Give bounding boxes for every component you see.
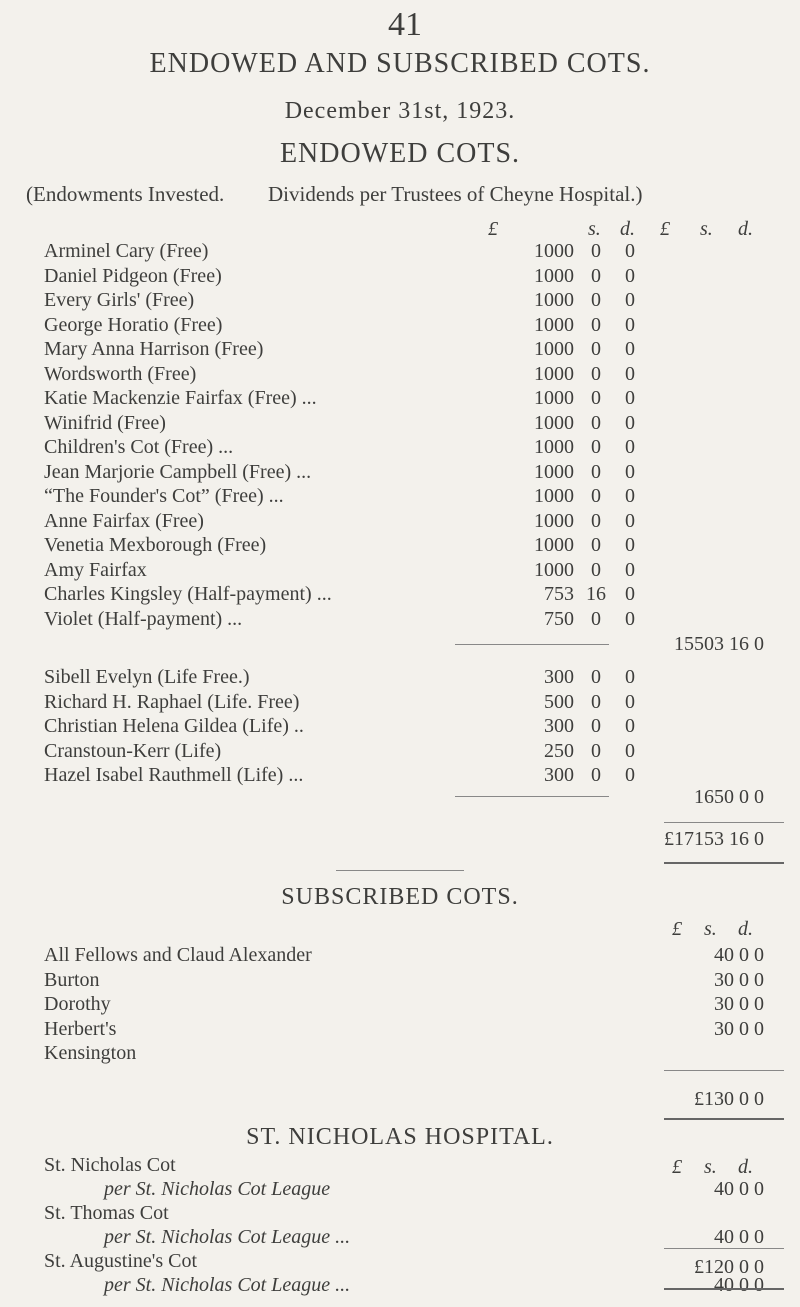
cot-pence: 0 (625, 436, 635, 458)
cot-shillings: 0 (591, 690, 601, 713)
nicholas-value: 40 0 0 (714, 1226, 764, 1248)
cot-row (44, 485, 764, 509)
cot-shillings: 0 (591, 739, 601, 762)
cot-shillings: 0 (591, 362, 601, 385)
cot-pounds: 1000 (534, 240, 574, 262)
cot-pence: 0 (625, 387, 635, 409)
endowed-life-total-row (44, 786, 764, 810)
cot-pounds: 1000 (534, 338, 574, 360)
endowed-free-total-row (44, 633, 764, 657)
cot-shillings: 0 (591, 715, 601, 737)
nicholas-value: 40 0 0 (714, 1178, 764, 1200)
cot-pence: 0 (625, 739, 635, 762)
divider (664, 1248, 784, 1249)
section-heading-nicholas: ST. NICHOLAS HOSPITAL. (246, 1124, 554, 1150)
cot-pence: 0 (625, 607, 635, 630)
subscribed-value: 30 0 0 (714, 1017, 764, 1040)
endowed-grand-total: £17153 16 0 (664, 828, 764, 850)
cot-row (44, 461, 764, 485)
endowments-note: (Endowments Invested. (26, 182, 225, 206)
nicholas-total-row (44, 1256, 764, 1280)
cot-row (44, 559, 764, 583)
cot-pence: 0 (625, 583, 635, 605)
subscribed-name: Herbert's (44, 1017, 117, 1040)
cot-pounds: 1000 (534, 558, 574, 581)
cot-row (44, 338, 764, 362)
endowed-free-total: 15503 16 0 (674, 633, 764, 655)
cot-shillings: 0 (591, 460, 601, 483)
cot-pounds: 1000 (534, 534, 574, 556)
cot-name: Mary Anna Harrison (Free) (44, 338, 264, 360)
cot-name: Winifrid (Free) (44, 411, 166, 434)
cot-shillings: 0 (591, 666, 601, 688)
double-rule (664, 862, 784, 864)
endowed-grand-total-row (44, 828, 764, 852)
nicholas-via: per St. Nicholas Cot League ... (104, 1274, 351, 1296)
cot-pounds: 1000 (534, 436, 574, 458)
cot-name: Venetia Mexborough (Free) (44, 534, 267, 556)
cot-pence: 0 (625, 460, 635, 483)
cot-pence: 0 (625, 690, 635, 713)
cot-pence: 0 (625, 362, 635, 385)
shillings-header-subscribed: s. (704, 918, 717, 940)
cot-pence: 0 (625, 264, 635, 287)
cot-pounds: 1000 (534, 313, 574, 336)
endowed-life-total: 1650 0 0 (694, 786, 764, 808)
nicholas-via: per St. Nicholas Cot League (104, 1178, 331, 1200)
cot-shillings: 0 (591, 764, 601, 786)
shillings-header-nicholas: s. (704, 1156, 717, 1178)
cot-name: “The Founder's Cot” (Free) ... (44, 485, 284, 507)
cot-row (44, 510, 764, 534)
pence-header-nicholas: d. (738, 1156, 753, 1178)
cot-name: Jean Marjorie Campbell (Free) ... (44, 460, 312, 483)
subscribed-row (44, 969, 764, 993)
divider (664, 1070, 784, 1071)
section-heading-endowed: ENDOWED COTS. (279, 138, 521, 169)
cot-pence: 0 (625, 558, 635, 581)
cot-pounds: 300 (544, 715, 574, 737)
cot-row (44, 412, 764, 436)
subscribed-row (44, 993, 764, 1017)
pence-header-subscribed: d. (738, 918, 753, 940)
cot-shillings: 0 (591, 387, 601, 409)
subscribed-name: Burton (44, 968, 100, 991)
cot-pence: 0 (625, 338, 635, 360)
cot-name: Richard H. Raphael (Life. Free) (44, 690, 300, 713)
cot-name: Cranstoun-Kerr (Life) (44, 739, 222, 762)
subscribed-name: All Fellows and Claud Alexander (44, 944, 312, 966)
pounds-header-nicholas: £ (672, 1156, 682, 1178)
cot-pence: 0 (625, 313, 635, 336)
cot-pence: 0 (625, 715, 635, 737)
cot-shillings: 0 (591, 436, 601, 458)
cot-name: Charles Kingsley (Half-payment) ... (44, 583, 332, 605)
cot-name: Wordsworth (Free) (44, 362, 197, 385)
cot-shillings: 0 (591, 264, 601, 287)
section-separator (336, 870, 464, 871)
pounds-header-subscribed: £ (672, 918, 682, 940)
cot-row (44, 666, 764, 690)
page-title: ENDOWED AND SUBSCRIBED COTS. (149, 48, 651, 79)
cot-row (44, 691, 764, 715)
cot-name: Anne Fairfax (Free) (44, 509, 204, 532)
subscribed-value: 30 0 0 (714, 993, 764, 1015)
cot-name: Arminel Cary (Free) (44, 240, 209, 262)
nicholas-cot-row (44, 1202, 764, 1226)
subscribed-value: 30 0 0 (714, 968, 764, 991)
cot-shillings: 0 (591, 411, 601, 434)
cot-pounds: 1000 (534, 362, 574, 385)
dividends-note: Dividends per Trustees of Cheyne Hospital.) (268, 182, 643, 206)
cot-name: Christian Helena Gildea (Life) .. (44, 715, 304, 737)
cot-pence: 0 (625, 485, 635, 507)
cot-pounds: 1000 (534, 485, 574, 507)
cot-row (44, 740, 764, 764)
cot-pounds: 1000 (534, 264, 574, 287)
nicholas-via-row (44, 1178, 764, 1202)
subscribed-value: 40 0 0 (714, 944, 764, 966)
cot-pence: 0 (625, 534, 635, 556)
divider (664, 822, 784, 823)
cot-pounds: 753 (544, 583, 574, 605)
shillings-header-totals: s. (700, 218, 713, 240)
cot-shillings: 0 (591, 313, 601, 336)
cot-row (44, 363, 764, 387)
pence-header-totals: d. (738, 218, 753, 240)
cot-shillings: 0 (591, 338, 601, 360)
cot-pounds: 300 (544, 764, 574, 786)
cot-shillings: 0 (591, 534, 601, 556)
double-rule (664, 1288, 784, 1290)
subscribed-row (44, 1018, 764, 1042)
cot-name: Violet (Half-payment) ... (44, 607, 243, 630)
cot-shillings: 0 (591, 289, 601, 311)
cot-row (44, 608, 764, 632)
cot-pence: 0 (625, 764, 635, 786)
cot-name: Katie Mackenzie Fairfax (Free) ... (44, 387, 317, 409)
subscribed-total: £130 0 0 (694, 1088, 764, 1110)
nicholas-value: 40 0 0 (714, 1274, 764, 1296)
cot-pounds: 250 (544, 739, 574, 762)
cot-name: Children's Cot (Free) ... (44, 436, 234, 458)
cot-shillings: 0 (591, 607, 601, 630)
cot-name: Sibell Evelyn (Life Free.) (44, 666, 250, 688)
pounds-header-totals: £ (660, 218, 670, 240)
cot-pence: 0 (625, 289, 635, 311)
nicholas-total: £120 0 0 (694, 1256, 764, 1278)
shillings-header: s. (588, 218, 601, 240)
subscribed-name: Dorothy (44, 993, 111, 1015)
cot-row (44, 387, 764, 411)
subscribed-total-row (44, 1088, 764, 1112)
cot-shillings: 16 (586, 583, 606, 605)
section-heading-subscribed: SUBSCRIBED COTS. (281, 884, 519, 910)
cot-row (44, 265, 764, 289)
cot-shillings: 0 (591, 558, 601, 581)
nicholas-cot-name: St. Nicholas Cot (44, 1154, 176, 1176)
cot-pounds: 1000 (534, 411, 574, 434)
cot-pounds: 1000 (534, 289, 574, 311)
cot-row (44, 534, 764, 558)
cot-row (44, 240, 764, 264)
nicholas-cot-name: St. Thomas Cot (44, 1202, 169, 1224)
pence-header: d. (620, 218, 635, 240)
cot-name: George Horatio (Free) (44, 313, 223, 336)
subscribed-row (44, 944, 764, 968)
cot-pounds: 1000 (534, 460, 574, 483)
cot-pounds: 1000 (534, 387, 574, 409)
cot-shillings: 0 (591, 509, 601, 532)
cot-row (44, 764, 764, 788)
cot-pence: 0 (625, 411, 635, 434)
double-rule (664, 1118, 784, 1120)
report-date: December 31st, 1923. (284, 98, 516, 124)
cot-pounds: 500 (544, 690, 574, 713)
cot-row (44, 715, 764, 739)
cot-pounds: 750 (544, 607, 574, 630)
nicholas-via-row (44, 1226, 764, 1250)
cot-shillings: 0 (591, 240, 601, 262)
cot-row (44, 289, 764, 313)
cot-pence: 0 (625, 509, 635, 532)
cot-shillings: 0 (591, 485, 601, 507)
cot-name: Hazel Isabel Rauthmell (Life) ... (44, 764, 304, 786)
cot-pence: 0 (625, 666, 635, 688)
cot-row (44, 583, 764, 607)
cot-pence: 0 (625, 240, 635, 262)
cot-pounds: 300 (544, 666, 574, 688)
cot-row (44, 314, 764, 338)
cot-pounds: 1000 (534, 509, 574, 532)
subscribed-row (44, 1042, 764, 1066)
nicholas-via: per St. Nicholas Cot League ... (104, 1226, 351, 1248)
cot-row (44, 436, 764, 460)
page-number: 41 (388, 6, 422, 43)
pounds-header: £ (488, 218, 498, 240)
cot-name: Daniel Pidgeon (Free) (44, 264, 222, 287)
nicholas-cot-name: St. Augustine's Cot (44, 1250, 198, 1272)
cot-name: Every Girls' (Free) (44, 289, 195, 311)
nicholas-cot-row (44, 1154, 764, 1178)
cot-name: Amy Fairfax (44, 558, 147, 581)
subscribed-name: Kensington (44, 1042, 137, 1064)
